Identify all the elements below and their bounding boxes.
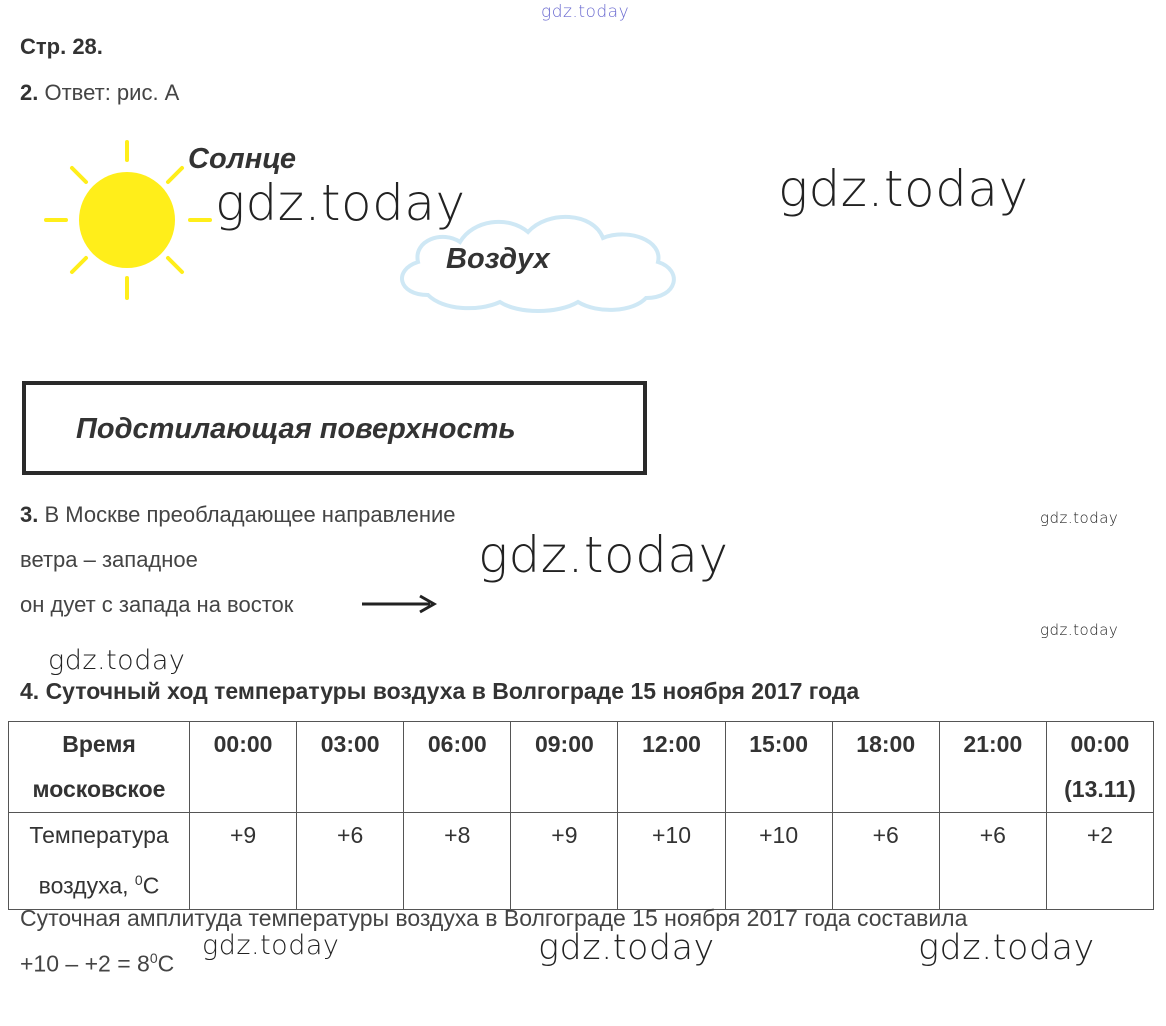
watermark-mid-3: gdz.today: [538, 928, 715, 968]
surface-label: Подстилающая поверхность: [76, 413, 516, 445]
time-cell: 03:00: [297, 722, 404, 813]
watermark-small-1: gdz.today: [1040, 509, 1119, 527]
temperature-cell: +9: [511, 813, 618, 910]
temperature-table: [8, 721, 1154, 910]
time-last-value: 00:00: [1070, 731, 1130, 757]
time-cell: 00:00: [190, 722, 297, 813]
task2-text: Ответ: рис. А: [44, 80, 180, 105]
temperature-cell: +6: [297, 813, 404, 910]
time-cell-last: [1046, 722, 1153, 813]
air-label: Воздух: [446, 243, 550, 275]
sun-label: Солнце: [188, 143, 296, 175]
degree-unit: С: [142, 872, 160, 899]
surface-box: [22, 381, 647, 475]
table-row-temperature: [9, 813, 1154, 910]
time-label-line-1: Время: [62, 731, 136, 757]
watermark-mid-4: gdz.today: [918, 928, 1095, 968]
time-last-note: (13.11): [1064, 776, 1136, 802]
time-cell: 06:00: [404, 722, 511, 813]
watermark-big-2: gdz.today: [778, 160, 1029, 218]
amplitude-text: Суточная амплитуда температуры воздуха в Волгограде 15 ноября 2017 года составила: [20, 905, 968, 931]
page-reference: Стр. 28.: [20, 34, 103, 59]
time-label-line-2: московское: [32, 776, 166, 802]
time-cell: 18:00: [832, 722, 939, 813]
time-cell: 15:00: [725, 722, 832, 813]
task2-number: 2.: [20, 80, 39, 105]
time-cell: 09:00: [511, 722, 618, 813]
task3-number: 3.: [20, 502, 39, 527]
amplitude-formula: [20, 950, 174, 978]
task3-line-3: он дует с запада на восток: [20, 592, 294, 617]
watermark-mid-2: gdz.today: [202, 930, 340, 961]
task3-line-2: ветра – западное: [20, 547, 198, 572]
temperature-cell: +8: [404, 813, 511, 910]
temperature-cell: +10: [618, 813, 725, 910]
temperature-label-line-1: Температура: [29, 822, 169, 848]
temperature-label-line-2: [9, 858, 189, 909]
temperature-label-prefix: воздуха,: [38, 872, 129, 899]
time-cell: 21:00: [939, 722, 1046, 813]
amplitude-degree-sup: 0: [149, 950, 158, 966]
task3-line-1-text: В Москве преобладающее направление: [44, 502, 456, 527]
temperature-cell: +6: [939, 813, 1046, 910]
table-row-time: [9, 722, 1154, 813]
amplitude-unit: С: [157, 950, 175, 977]
task2-answer: [20, 80, 179, 106]
task3-line-1: [20, 502, 456, 528]
watermark-small-2: gdz.today: [1040, 621, 1119, 639]
temperature-cell: +9: [190, 813, 297, 910]
temperature-cell: +10: [725, 813, 832, 910]
amplitude-formula-prefix: +10 – +2 = 8: [20, 950, 150, 977]
watermark-big-1: gdz.today: [215, 174, 466, 232]
temperature-cell: +6: [832, 813, 939, 910]
degree-sup: 0: [134, 872, 143, 888]
time-row-label: [9, 722, 190, 813]
watermark-big-3: gdz.today: [478, 526, 729, 584]
task4-title: 4. Суточный ход температуры воздуха в Волгограде 15 ноября 2017 года: [20, 678, 860, 704]
arrow-right-icon: [360, 592, 440, 616]
temperature-cell: +2: [1046, 813, 1153, 910]
time-cell: 12:00: [618, 722, 725, 813]
temperature-row-label: [9, 813, 190, 910]
watermark-top: gdz.today: [541, 2, 630, 22]
watermark-mid-1: gdz.today: [48, 645, 186, 676]
